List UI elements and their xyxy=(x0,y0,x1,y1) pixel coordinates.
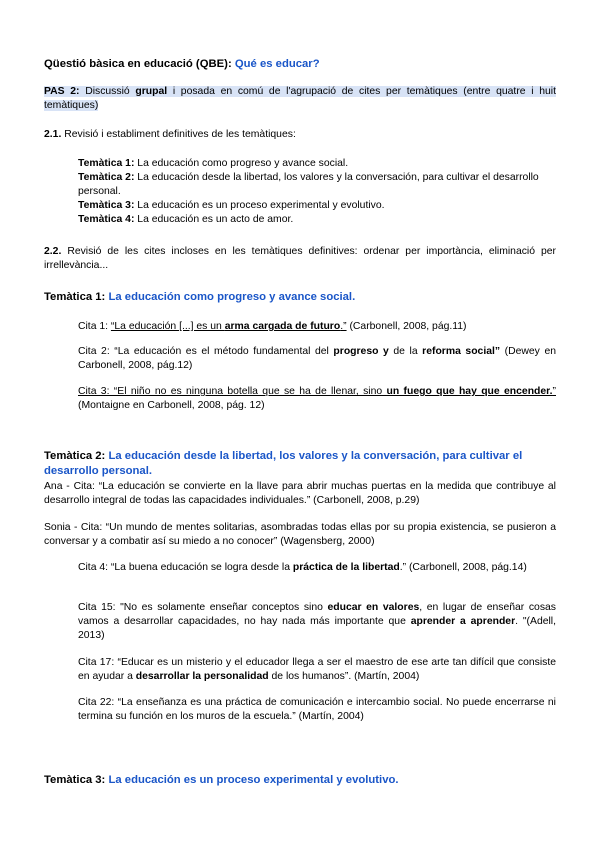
cita-text: Cita 2: “La educación es el método fundamental del xyxy=(78,346,334,357)
list-item-label: Temàtica 3: xyxy=(78,200,135,211)
step-2-1 xyxy=(44,128,556,142)
cita-text: , en lugar de enseñar cosas vamos a desarrollar capacidades, no hay nada más importante que xyxy=(78,602,556,627)
pas2-text-1: Discussió xyxy=(85,86,130,97)
cita-text: de los humanos”. (Martín, 2004) xyxy=(268,671,420,682)
cita-text: Cita 17: “Educar es un misterio y el educador llega a ser el maestro de ese arte tan difícil que consiste en ayudar a xyxy=(78,657,556,682)
cita-bold: aprender a aprender xyxy=(410,616,516,627)
cita-bold: progreso y xyxy=(333,346,389,357)
title-question: Qué es educar? xyxy=(234,58,320,70)
cita-2 xyxy=(78,345,556,373)
cita-3 xyxy=(78,385,556,413)
list-item-text: La educación es un acto de amor. xyxy=(137,214,294,225)
list-item xyxy=(78,157,556,171)
list-item xyxy=(78,213,556,227)
cita-bold: arma cargada de futuro xyxy=(224,321,341,332)
list-item xyxy=(78,171,556,199)
cita-text: ” xyxy=(552,386,556,397)
cita-bold: práctica de la libertad xyxy=(292,562,400,573)
cita-bold: un fuego que hay que encender. xyxy=(386,386,553,397)
cita-text: Cita 1: xyxy=(78,321,111,332)
heading-label: Temàtica 1: xyxy=(44,291,106,303)
list-item-text: La educación es un proceso experimental y evolutivo. xyxy=(137,200,385,211)
list-item-text: La educación desde la libertad, los valores y la conversación, para cultivar el desarrollo personal. xyxy=(78,172,539,197)
step-2-2-text: Revisió de les cites incloses en les temàtiques definitives: ordenar per importància, eliminació per irrellevància... xyxy=(44,246,557,271)
cita-4 xyxy=(78,561,556,575)
list-item xyxy=(78,199,556,213)
heading-title: La educación es un proceso experimental y evolutivo. xyxy=(108,774,399,786)
pas2-label: PAS 2: xyxy=(44,86,80,97)
pas2-text-2: i posada en comú de l'agrupació de cites per temàtiques (entre quatre i huit temàtiques) xyxy=(44,86,556,111)
cita-bold: educar en valores xyxy=(327,602,420,613)
cita-ref: (Carbonell, 2008, pág.11) xyxy=(346,321,467,332)
cita-bold: reforma social” xyxy=(422,346,501,357)
heading-label: Temàtica 3: xyxy=(44,774,106,786)
title-prefix: Qüestió bàsica en educació (QBE): xyxy=(44,58,232,70)
cita-text: .” xyxy=(340,321,347,332)
list-item-label: Temàtica 4: xyxy=(78,214,135,225)
tematica-list xyxy=(78,157,556,227)
document-title xyxy=(44,57,556,71)
cita-text: Cita 15: "No es solamente enseñar conceptos sino xyxy=(78,602,328,613)
cita-text: Cita 3: “El niño no es ninguna botella que se ha de llenar, sino xyxy=(78,386,387,397)
tematica-1-heading xyxy=(44,290,556,305)
cita-text: “La educación [...] es un xyxy=(110,321,225,332)
pas2-bold: grupal xyxy=(135,86,168,97)
step-2-1-num: 2.1. xyxy=(44,129,62,140)
tematica-2-heading xyxy=(44,449,556,479)
cita-bold: desarrollar la personalidad xyxy=(135,671,269,682)
cita-text: Cita 4: “La buena educación se logra desde la xyxy=(78,562,293,573)
step-2-2 xyxy=(44,245,556,273)
cita-text: . "(Adell, 2013) xyxy=(78,616,557,641)
cita-1 xyxy=(78,320,556,334)
pas2-paragraph xyxy=(44,85,556,113)
cita-text: .” (Carbonell, 2008, pág.14) xyxy=(399,562,527,573)
sonia-cita: Sonia - Cita: “Un mundo de mentes solitarias, asombradas todas ellas por su propia existencia, se pusieron a conversar y a combatir así su miedo a no conocer” (Wagensberg, 2000) xyxy=(44,522,556,547)
heading-title: La educación como progreso y avance social. xyxy=(108,291,356,303)
heading-title: La educación desde la libertad, los valores y la conversación, para cultivar el desarrollo personal. xyxy=(44,450,523,477)
cita-ref: (Dewey en Carbonell, 2008, pág.12) xyxy=(78,346,557,371)
heading-label: Temàtica 2: xyxy=(44,450,106,462)
cita-15 xyxy=(78,601,556,643)
cita-ref: (Montaigne en Carbonell, 2008, pág. 12) xyxy=(78,400,265,411)
tematica-3-heading xyxy=(44,773,556,788)
step-2-1-text: Revisió i establiment definitives de les temàtiques: xyxy=(64,129,296,140)
cita-text: de la xyxy=(388,346,423,357)
cita-22: Cita 22: “La enseñanza es una práctica de comunicación e intercambio social. No puede encerrarse ni termina su función en los muros de la escuela.” (Martín, 2004) xyxy=(78,697,556,722)
ana-cita: Ana - Cita: “La educación se convierte en la llave para abrir muchas puertas en la medida que contribuye al desarrollo integral de todas las capacidades individuales.” (Carbonell, 2008, p.29) xyxy=(44,481,556,506)
cita-17 xyxy=(78,656,556,684)
step-2-2-num: 2.2. xyxy=(44,246,62,257)
list-item-label: Temàtica 2: xyxy=(78,172,135,183)
list-item-label: Temàtica 1: xyxy=(78,158,135,169)
list-item-text: La educación como progreso y avance social. xyxy=(137,158,349,169)
